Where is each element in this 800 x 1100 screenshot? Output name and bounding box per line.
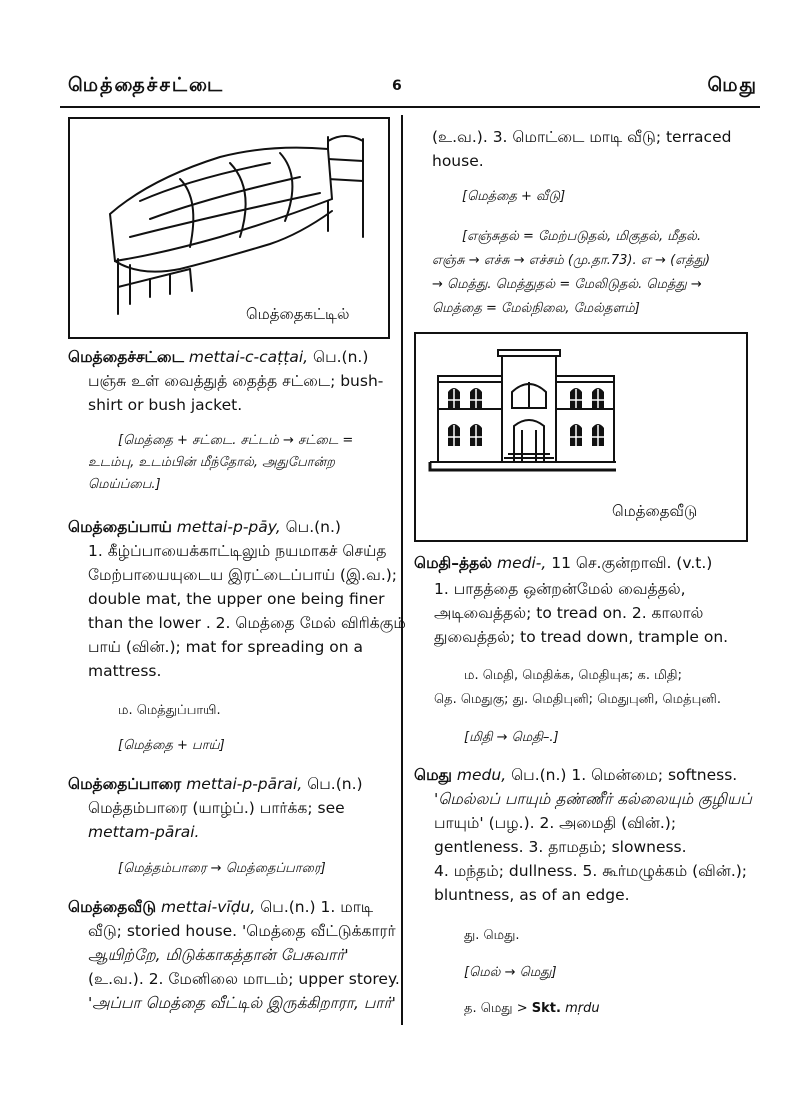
headword: மெத்தைப்பாய் <box>68 518 172 536</box>
sanskrit-word: mṛdu <box>565 1001 600 1016</box>
definition-line: மேற்பாயையுடைய இரட்டைப்பாய் (இ.வ.); <box>88 566 398 584</box>
transliteration: medi-, <box>496 554 547 572</box>
header-rule <box>60 106 760 108</box>
etymology-line: மெய்ப்பை.] <box>88 477 161 492</box>
definition-line: வீடு; storied house. 'மெத்தை வீட்டுக்காரர் <box>88 922 396 940</box>
definition-line: mettam-pārai. <box>88 823 200 841</box>
cognate-line: ம. மெதி, மெதிக்க, மெதியுக; க. மிதி; <box>464 668 682 683</box>
part-of-speech: பெ.(n.) <box>307 775 363 793</box>
etymology-line: [மெத்தை + சட்டை. சட்டம் → சட்டை = <box>118 433 354 448</box>
sanskrit-line <box>464 998 600 1020</box>
etymology-line: [மெத்தை + பாய்] <box>118 738 225 753</box>
cognate-line: தெ. மெதுகு; து. மெதிபுனி; மெதுபுனி, மெத்புனி. <box>434 692 721 707</box>
definition-line: பாயும்' (பழ.). 2. அமைதி (வின்.); <box>434 814 677 832</box>
continuation-line: house. <box>432 152 484 170</box>
definition-line: அடிவைத்தல்; to tread on. 2. காலால் <box>434 604 704 622</box>
transliteration: mettai-p-pārai, <box>186 775 303 793</box>
definition-line: 4. மந்தம்; dullness. 5. கூர்மழுக்கம் (வின்.); <box>434 862 748 880</box>
etymology-line: [மெல் → மெது] <box>464 965 557 980</box>
transliteration: medu, <box>456 766 507 784</box>
etymology-line: [மெத்தை + வீடு] <box>462 189 566 204</box>
definition-line: (உ.வ.). 2. மேனிலை மாடம்; upper storey. <box>88 970 400 988</box>
bed-caption: மெத்தைகட்டில் <box>246 305 350 323</box>
headword: மெது <box>414 766 452 784</box>
column-divider <box>401 115 403 1025</box>
definition-line: பஞ்சு உள் வைத்துத் தைத்த சட்டை; bush- <box>88 372 384 390</box>
definition-line: shirt or bush jacket. <box>88 396 243 414</box>
transliteration: mettai-c-caṭṭai, <box>188 348 309 366</box>
bed-figure <box>68 117 390 339</box>
page-number: 6 <box>392 78 402 94</box>
definition-line: gentleness. 3. தாமதம்; slowness. <box>434 838 687 856</box>
definition-line: ஆயிற்றே, மிடுக்காகத்தான் பேசுவார்' <box>88 946 349 964</box>
continuation-line: (உ.வ.). 3. மொட்டை மாடி வீடு; terraced <box>432 128 732 146</box>
definition-line: 1. பாதத்தை ஒன்றன்மேல் வைத்தல், <box>434 580 686 598</box>
part-of-speech: பெ.(n.) 1. மென்மை; softness. <box>511 766 738 784</box>
definition-line: bluntness, as of an edge. <box>434 886 630 904</box>
note-line: [எஞ்சுதல் = மேற்படுதல், மிகுதல், மீதல். <box>462 229 702 244</box>
etymology-line: உடம்பு, உடம்பின் மீந்தோல், அதுபோன்ற <box>88 455 335 470</box>
running-head-right: மெது <box>707 74 758 96</box>
note-line: மெத்தை = மேல்நிலை, மேல்தளம்] <box>432 301 640 316</box>
definition-line: than the lower . 2. மெத்தை மேல் விரிக்கும் <box>88 614 406 632</box>
entry-medu <box>414 763 754 787</box>
entry-mettaiccattai <box>68 345 398 369</box>
headword: மெத்தைவீடு <box>68 898 157 916</box>
entry-mettaividu <box>68 895 398 919</box>
headword: மெதி–த்தல் <box>414 554 493 572</box>
etymology-line: [மெத்தம்பாரை → மெத்தைப்பாரை] <box>118 861 326 876</box>
house-figure <box>414 332 748 542</box>
note-line: எஞ்சு → எச்சு → எச்சம் (மு.தா.73). எ → (எத்து) <box>432 253 711 268</box>
entry-medittal <box>414 551 754 575</box>
running-head-left: மெத்தைச்சட்டை <box>68 74 225 96</box>
entry-mettaippay <box>68 515 398 539</box>
sanskrit-label: Skt. <box>531 1001 561 1016</box>
transliteration: mettai-p-pāy, <box>176 518 281 536</box>
definition-line: mattress. <box>88 662 162 680</box>
definition-line: துவைத்தல்; to tread down, trample on. <box>434 628 729 646</box>
definition-line: double mat, the upper one being finer <box>88 590 385 608</box>
definition-line: மெத்தம்பாரை (யாழ்ப்.) பார்க்க; see <box>88 799 345 817</box>
cognate-line: து. மெது. <box>464 928 520 943</box>
definition-line: 'அப்பா மெத்தை வீட்டில் இருக்கிறாரா, பார்' <box>88 994 396 1012</box>
definition-line: பாய் (வின்.); mat for spreading on a <box>88 638 363 656</box>
part-of-speech: பெ.(n.) <box>285 518 341 536</box>
part-of-speech: பெ.(n.) <box>313 348 369 366</box>
part-of-speech: 11 செ.குன்றாவி. (v.t.) <box>551 554 713 572</box>
etymology-line: [மிதி → மெதி–.] <box>464 730 559 745</box>
transliteration: mettai-vīḍu, <box>161 898 256 916</box>
definition-line: 1. கீழ்ப்பாயைக்காட்டிலும் நயமாகச் செய்த <box>88 542 387 560</box>
house-caption: மெத்தைவீடு <box>612 502 698 520</box>
entry-mettaipparai <box>68 772 398 796</box>
cognate-line: ம. மெத்துப்பாயி. <box>118 703 221 718</box>
definition-line: 'மெல்லப் பாயும் தண்ணீர் கல்லையும் குழியப் <box>434 790 752 808</box>
sanskrit-prefix: த. மெது > <box>464 1001 528 1016</box>
headword: மெத்தைச்சட்டை <box>68 348 184 366</box>
part-of-speech: பெ.(n.) 1. மாடி <box>260 898 374 916</box>
note-line: → மெத்து. மெத்துதல் = மேலிடுதல். மெத்து → <box>432 277 702 292</box>
headword: மெத்தைப்பாரை <box>68 775 182 793</box>
